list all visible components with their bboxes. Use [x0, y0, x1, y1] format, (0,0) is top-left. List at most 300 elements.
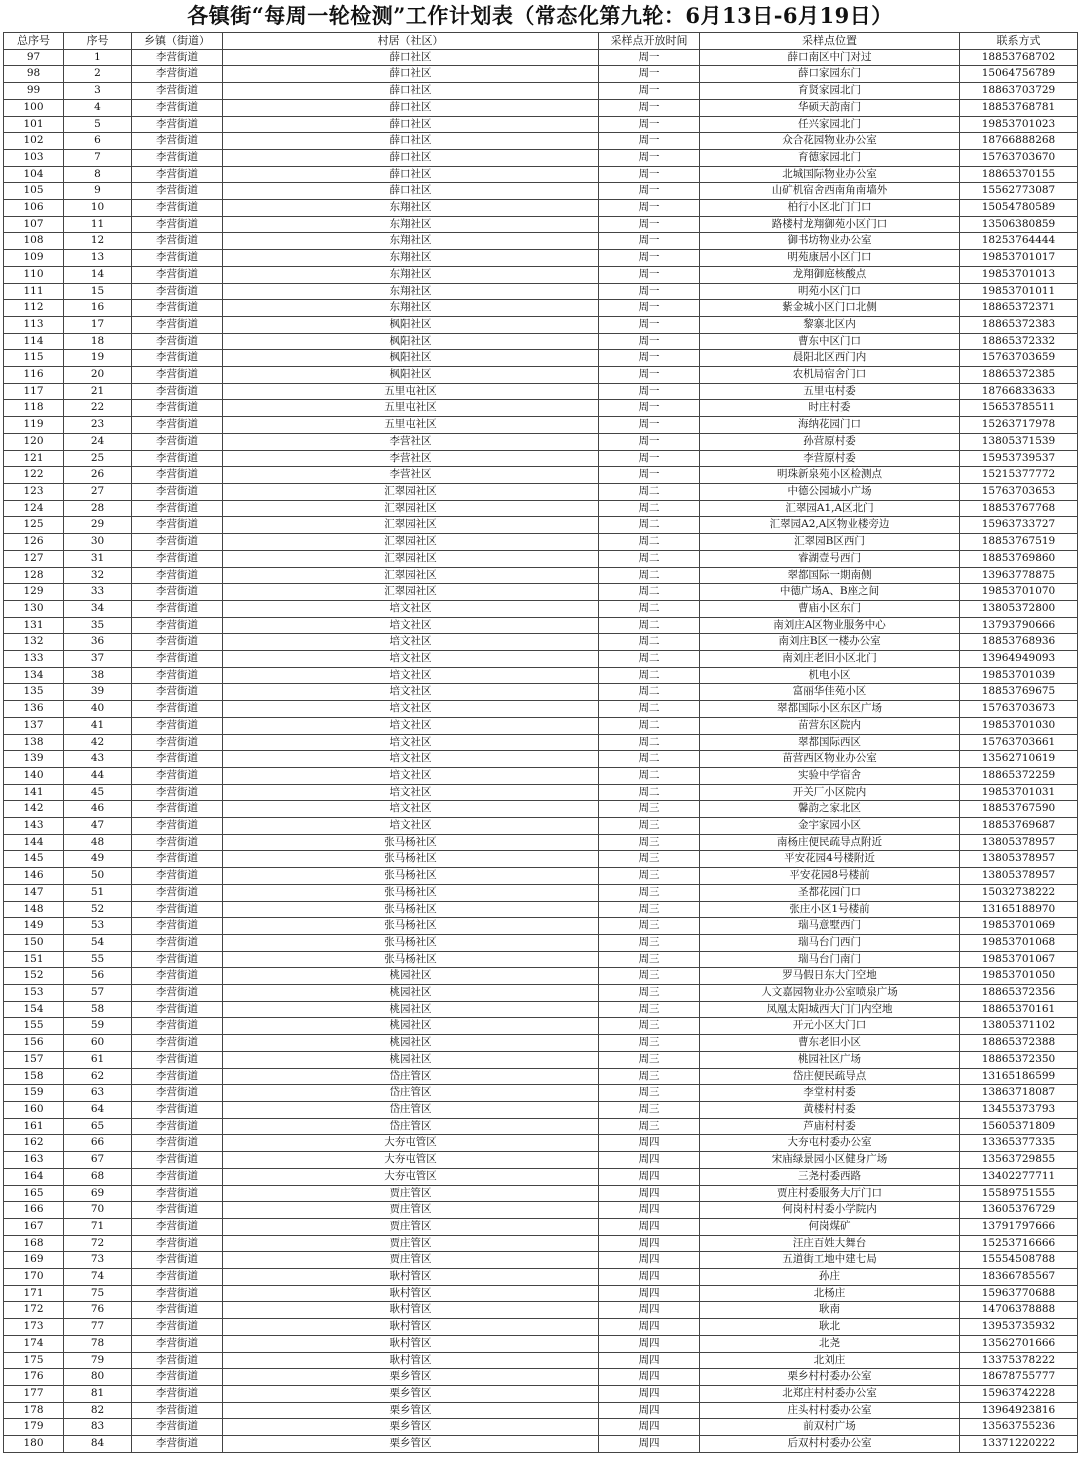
cell-index: 17	[64, 316, 132, 333]
cell-total-index: 140	[4, 767, 64, 784]
cell-location: 瑞马台门南门	[700, 951, 960, 968]
cell-total-index: 135	[4, 684, 64, 701]
cell-index: 42	[64, 734, 132, 751]
cell-town: 李营街道	[132, 567, 223, 584]
cell-location: 时庄村委	[700, 400, 960, 417]
cell-town: 李营街道	[132, 1335, 223, 1352]
cell-total-index: 138	[4, 734, 64, 751]
cell-contact: 13805378957	[960, 868, 1078, 885]
cell-community: 张马杨社区	[223, 901, 599, 918]
cell-contact: 15953739537	[960, 450, 1078, 467]
cell-town: 李营街道	[132, 968, 223, 985]
cell-town: 李营街道	[132, 1252, 223, 1269]
cell-community: 耿村管区	[223, 1352, 599, 1369]
cell-contact: 15064756789	[960, 66, 1078, 83]
cell-total-index: 118	[4, 400, 64, 417]
cell-town: 李营街道	[132, 1419, 223, 1436]
cell-total-index: 116	[4, 367, 64, 384]
cell-location: 耿南	[700, 1302, 960, 1319]
cell-location: 李营原村委	[700, 450, 960, 467]
cell-index: 14	[64, 266, 132, 283]
cell-community: 桃园社区	[223, 1018, 599, 1035]
cell-index: 20	[64, 367, 132, 384]
cell-location: 中德广场A、B座之间	[700, 584, 960, 601]
cell-community: 栗乡管区	[223, 1419, 599, 1436]
cell-community: 贾庄管区	[223, 1235, 599, 1252]
cell-total-index: 134	[4, 667, 64, 684]
cell-community: 贾庄管区	[223, 1252, 599, 1269]
cell-total-index: 127	[4, 550, 64, 567]
cell-index: 2	[64, 66, 132, 83]
cell-location: 孙庄	[700, 1269, 960, 1286]
cell-total-index: 175	[4, 1352, 64, 1369]
cell-community: 汇翠园社区	[223, 483, 599, 500]
cell-location: 南刘庄B区一楼办公室	[700, 634, 960, 651]
cell-index: 38	[64, 667, 132, 684]
cell-location: 睿湖壹号西门	[700, 550, 960, 567]
cell-location: 何岗村村委小学院内	[700, 1202, 960, 1219]
table-row	[4, 49, 1078, 66]
cell-town: 李营街道	[132, 851, 223, 868]
cell-index: 12	[64, 233, 132, 250]
cell-contact: 15763703673	[960, 701, 1078, 718]
cell-community: 枫阳社区	[223, 367, 599, 384]
cell-community: 枫阳社区	[223, 316, 599, 333]
table-row	[4, 383, 1078, 400]
table-row	[4, 400, 1078, 417]
cell-town: 李营街道	[132, 450, 223, 467]
cell-open-time: 周二	[599, 784, 700, 801]
cell-open-time: 周一	[599, 133, 700, 150]
cell-contact: 13605376729	[960, 1202, 1078, 1219]
cell-location: 汪庄百姓大舞台	[700, 1235, 960, 1252]
cell-index: 81	[64, 1385, 132, 1402]
cell-community: 岱庄管区	[223, 1085, 599, 1102]
cell-town: 李营街道	[132, 1135, 223, 1152]
cell-open-time: 周三	[599, 1035, 700, 1052]
cell-contact: 18766888268	[960, 133, 1078, 150]
cell-open-time: 周一	[599, 316, 700, 333]
table-row	[4, 1135, 1078, 1152]
cell-contact: 13371220222	[960, 1436, 1078, 1453]
table-row	[4, 1202, 1078, 1219]
cell-community: 培文社区	[223, 651, 599, 668]
cell-town: 李营街道	[132, 1035, 223, 1052]
cell-contact: 19853701023	[960, 116, 1078, 133]
cell-open-time: 周一	[599, 183, 700, 200]
cell-index: 3	[64, 83, 132, 100]
cell-contact: 13805378957	[960, 834, 1078, 851]
cell-community: 薛口社区	[223, 133, 599, 150]
cell-total-index: 155	[4, 1018, 64, 1035]
cell-community: 栗乡管区	[223, 1402, 599, 1419]
cell-total-index: 130	[4, 600, 64, 617]
cell-town: 李营街道	[132, 1385, 223, 1402]
cell-open-time: 周一	[599, 283, 700, 300]
cell-open-time: 周三	[599, 968, 700, 985]
cell-contact: 15963742228	[960, 1385, 1078, 1402]
cell-index: 57	[64, 985, 132, 1002]
cell-total-index: 125	[4, 517, 64, 534]
cell-index: 23	[64, 417, 132, 434]
cell-contact: 19853701030	[960, 717, 1078, 734]
cell-location: 曹庙小区东门	[700, 600, 960, 617]
cell-location: 金宇家园小区	[700, 818, 960, 835]
cell-total-index: 113	[4, 316, 64, 333]
cell-location: 北郑庄村村委办公室	[700, 1385, 960, 1402]
table-row	[4, 250, 1078, 267]
cell-total-index: 167	[4, 1218, 64, 1235]
cell-location: 汇翠园A1,A区北门	[700, 500, 960, 517]
cell-contact: 15963770688	[960, 1285, 1078, 1302]
cell-community: 栗乡管区	[223, 1385, 599, 1402]
table-row	[4, 534, 1078, 551]
cell-total-index: 179	[4, 1419, 64, 1436]
cell-community: 东翔社区	[223, 200, 599, 217]
cell-community: 大夯屯管区	[223, 1135, 599, 1152]
cell-location: 中德公园城小广场	[700, 483, 960, 500]
cell-location: 明苑小区门口	[700, 283, 960, 300]
cell-contact: 18865372259	[960, 767, 1078, 784]
cell-index: 4	[64, 99, 132, 116]
cell-open-time: 周一	[599, 99, 700, 116]
cell-total-index: 177	[4, 1385, 64, 1402]
cell-community: 培文社区	[223, 717, 599, 734]
cell-contact: 19853701013	[960, 266, 1078, 283]
cell-contact: 14706378888	[960, 1302, 1078, 1319]
cell-open-time: 周一	[599, 49, 700, 66]
cell-contact: 18853769687	[960, 818, 1078, 835]
table-row	[4, 701, 1078, 718]
cell-index: 11	[64, 216, 132, 233]
cell-town: 李营街道	[132, 283, 223, 300]
cell-index: 65	[64, 1118, 132, 1135]
cell-location: 南刘庄老旧小区北门	[700, 651, 960, 668]
cell-location: 五里屯村委	[700, 383, 960, 400]
cell-index: 82	[64, 1402, 132, 1419]
cell-open-time: 周三	[599, 851, 700, 868]
cell-index: 56	[64, 968, 132, 985]
cell-open-time: 周一	[599, 467, 700, 484]
cell-location: 罗马假日东大门空地	[700, 968, 960, 985]
table-body	[4, 49, 1078, 1452]
cell-town: 李营街道	[132, 300, 223, 317]
cell-contact: 15054780589	[960, 200, 1078, 217]
cell-community: 耿村管区	[223, 1335, 599, 1352]
cell-community: 薛口社区	[223, 149, 599, 166]
table-row	[4, 333, 1078, 350]
cell-community: 李营社区	[223, 467, 599, 484]
cell-total-index: 160	[4, 1102, 64, 1119]
table-row	[4, 1152, 1078, 1169]
cell-total-index: 158	[4, 1068, 64, 1085]
cell-open-time: 周三	[599, 884, 700, 901]
cell-town: 李营街道	[132, 1185, 223, 1202]
table-row	[4, 1118, 1078, 1135]
cell-contact: 18678755777	[960, 1369, 1078, 1386]
cell-contact: 18863703729	[960, 83, 1078, 100]
cell-location: 三尧村委西路	[700, 1168, 960, 1185]
cell-open-time: 周一	[599, 400, 700, 417]
cell-community: 薛口社区	[223, 183, 599, 200]
cell-index: 77	[64, 1319, 132, 1336]
table-row	[4, 116, 1078, 133]
cell-total-index: 139	[4, 751, 64, 768]
cell-contact: 13805371539	[960, 433, 1078, 450]
cell-location: 柏行小区北门门口	[700, 200, 960, 217]
cell-total-index: 152	[4, 968, 64, 985]
cell-open-time: 周三	[599, 1085, 700, 1102]
cell-total-index: 171	[4, 1285, 64, 1302]
table-row	[4, 200, 1078, 217]
cell-town: 李营街道	[132, 250, 223, 267]
table-row	[4, 367, 1078, 384]
cell-index: 1	[64, 49, 132, 66]
cell-index: 35	[64, 617, 132, 634]
cell-total-index: 165	[4, 1185, 64, 1202]
cell-open-time: 周三	[599, 834, 700, 851]
cell-contact: 15589751555	[960, 1185, 1078, 1202]
cell-index: 16	[64, 300, 132, 317]
cell-town: 李营街道	[132, 1102, 223, 1119]
cell-location: 路楼村龙翔御苑小区门口	[700, 216, 960, 233]
cell-community: 东翔社区	[223, 300, 599, 317]
cell-contact: 13562710619	[960, 751, 1078, 768]
cell-index: 28	[64, 500, 132, 517]
cell-location: 御书坊物业办公室	[700, 233, 960, 250]
cell-total-index: 170	[4, 1269, 64, 1286]
cell-town: 李营街道	[132, 684, 223, 701]
cell-town: 李营街道	[132, 49, 223, 66]
cell-open-time: 周二	[599, 600, 700, 617]
cell-town: 李营街道	[132, 767, 223, 784]
table-row	[4, 1302, 1078, 1319]
table-row	[4, 818, 1078, 835]
cell-community: 汇翠园社区	[223, 584, 599, 601]
cell-community: 东翔社区	[223, 233, 599, 250]
cell-contact: 13964923816	[960, 1402, 1078, 1419]
cell-open-time: 周四	[599, 1319, 700, 1336]
cell-open-time: 周四	[599, 1135, 700, 1152]
cell-open-time: 周二	[599, 483, 700, 500]
cell-town: 李营街道	[132, 500, 223, 517]
cell-location: 富丽华佳苑小区	[700, 684, 960, 701]
table-row	[4, 784, 1078, 801]
cell-location: 南杨庄便民疏导点附近	[700, 834, 960, 851]
cell-index: 13	[64, 250, 132, 267]
cell-location: 圣都花园门口	[700, 884, 960, 901]
cell-open-time: 周一	[599, 333, 700, 350]
cell-total-index: 147	[4, 884, 64, 901]
cell-contact: 13375378222	[960, 1352, 1078, 1369]
cell-town: 李营街道	[132, 1051, 223, 1068]
cell-open-time: 周二	[599, 734, 700, 751]
cell-open-time: 周三	[599, 985, 700, 1002]
cell-location: 馨韵之家北区	[700, 801, 960, 818]
cell-location: 平安花园8号楼前	[700, 868, 960, 885]
cell-index: 63	[64, 1085, 132, 1102]
cell-total-index: 107	[4, 216, 64, 233]
table-row	[4, 901, 1078, 918]
cell-community: 培文社区	[223, 600, 599, 617]
cell-contact: 18865372356	[960, 985, 1078, 1002]
cell-town: 李营街道	[132, 1369, 223, 1386]
cell-index: 19	[64, 350, 132, 367]
cell-town: 李营街道	[132, 868, 223, 885]
cell-location: 薛口家园东门	[700, 66, 960, 83]
cell-community: 枫阳社区	[223, 333, 599, 350]
cell-total-index: 180	[4, 1436, 64, 1453]
cell-town: 李营街道	[132, 99, 223, 116]
cell-contact: 19853701017	[960, 250, 1078, 267]
cell-open-time: 周二	[599, 717, 700, 734]
cell-contact: 15763703661	[960, 734, 1078, 751]
cell-total-index: 131	[4, 617, 64, 634]
cell-open-time: 周二	[599, 517, 700, 534]
table-row	[4, 617, 1078, 634]
cell-community: 培文社区	[223, 634, 599, 651]
cell-total-index: 163	[4, 1152, 64, 1169]
table-row	[4, 1369, 1078, 1386]
cell-open-time: 周三	[599, 1118, 700, 1135]
cell-location: 李堂村村委	[700, 1085, 960, 1102]
cell-location: 众合花园物业办公室	[700, 133, 960, 150]
cell-open-time: 周一	[599, 350, 700, 367]
cell-town: 李营街道	[132, 83, 223, 100]
cell-total-index: 105	[4, 183, 64, 200]
cell-contact: 19853701031	[960, 784, 1078, 801]
table-row	[4, 99, 1078, 116]
cell-open-time: 周二	[599, 500, 700, 517]
table-row	[4, 1018, 1078, 1035]
cell-location: 汇翠园B区西门	[700, 534, 960, 551]
cell-index: 75	[64, 1285, 132, 1302]
cell-total-index: 164	[4, 1168, 64, 1185]
cell-total-index: 159	[4, 1085, 64, 1102]
cell-index: 76	[64, 1302, 132, 1319]
cell-index: 8	[64, 166, 132, 183]
cell-open-time: 周二	[599, 767, 700, 784]
cell-open-time: 周四	[599, 1168, 700, 1185]
cell-total-index: 153	[4, 985, 64, 1002]
cell-community: 东翔社区	[223, 216, 599, 233]
cell-town: 李营街道	[132, 166, 223, 183]
cell-index: 45	[64, 784, 132, 801]
cell-community: 桃园社区	[223, 1035, 599, 1052]
cell-total-index: 98	[4, 66, 64, 83]
cell-contact: 13964949093	[960, 651, 1078, 668]
cell-open-time: 周三	[599, 1102, 700, 1119]
cell-location: 大夯屯村委办公室	[700, 1135, 960, 1152]
table-row	[4, 1285, 1078, 1302]
cell-town: 李营街道	[132, 316, 223, 333]
cell-index: 74	[64, 1269, 132, 1286]
cell-index: 67	[64, 1152, 132, 1169]
cell-community: 薛口社区	[223, 66, 599, 83]
cell-location: 瑞马意墅西门	[700, 918, 960, 935]
table-row	[4, 1085, 1078, 1102]
cell-contact: 18865372371	[960, 300, 1078, 317]
cell-open-time: 周一	[599, 116, 700, 133]
header-community: 村居（社区）	[223, 33, 599, 50]
table-row	[4, 283, 1078, 300]
cell-community: 栗乡管区	[223, 1436, 599, 1453]
cell-town: 李营街道	[132, 1152, 223, 1169]
cell-total-index: 106	[4, 200, 64, 217]
cell-index: 69	[64, 1185, 132, 1202]
table-row	[4, 1235, 1078, 1252]
table-row	[4, 868, 1078, 885]
cell-total-index: 144	[4, 834, 64, 851]
cell-town: 李营街道	[132, 617, 223, 634]
cell-town: 李营街道	[132, 634, 223, 651]
cell-town: 李营街道	[132, 550, 223, 567]
cell-open-time: 周二	[599, 584, 700, 601]
table-row	[4, 417, 1078, 434]
table-row	[4, 316, 1078, 333]
cell-community: 大夯屯管区	[223, 1168, 599, 1185]
cell-open-time: 周二	[599, 617, 700, 634]
cell-location: 庄头村村委办公室	[700, 1402, 960, 1419]
cell-open-time: 周一	[599, 300, 700, 317]
header-town: 乡镇（街道）	[132, 33, 223, 50]
cell-contact: 15763703653	[960, 483, 1078, 500]
cell-open-time: 周一	[599, 83, 700, 100]
cell-index: 68	[64, 1168, 132, 1185]
cell-contact: 19853701068	[960, 934, 1078, 951]
cell-index: 55	[64, 951, 132, 968]
cell-total-index: 173	[4, 1319, 64, 1336]
cell-total-index: 141	[4, 784, 64, 801]
cell-contact: 18865370161	[960, 1001, 1078, 1018]
cell-community: 桃园社区	[223, 1051, 599, 1068]
cell-total-index: 133	[4, 651, 64, 668]
cell-index: 30	[64, 534, 132, 551]
schedule-table	[3, 32, 1078, 1453]
cell-community: 汇翠园社区	[223, 567, 599, 584]
cell-contact: 15263717978	[960, 417, 1078, 434]
cell-open-time: 周二	[599, 651, 700, 668]
cell-open-time: 周二	[599, 701, 700, 718]
cell-contact: 18853768936	[960, 634, 1078, 651]
cell-contact: 13791797666	[960, 1218, 1078, 1235]
cell-town: 李营街道	[132, 534, 223, 551]
cell-open-time: 周四	[599, 1419, 700, 1436]
cell-open-time: 周四	[599, 1152, 700, 1169]
cell-open-time: 周四	[599, 1285, 700, 1302]
cell-community: 薛口社区	[223, 116, 599, 133]
table-row	[4, 600, 1078, 617]
cell-total-index: 156	[4, 1035, 64, 1052]
cell-contact: 18853767519	[960, 534, 1078, 551]
cell-location: 黄楼村村委	[700, 1102, 960, 1119]
cell-town: 李营街道	[132, 1068, 223, 1085]
cell-open-time: 周一	[599, 66, 700, 83]
cell-total-index: 128	[4, 567, 64, 584]
cell-open-time: 周四	[599, 1385, 700, 1402]
table-row	[4, 233, 1078, 250]
cell-index: 39	[64, 684, 132, 701]
cell-town: 李营街道	[132, 918, 223, 935]
cell-town: 李营街道	[132, 383, 223, 400]
cell-open-time: 周二	[599, 751, 700, 768]
cell-location: 北杨庄	[700, 1285, 960, 1302]
cell-index: 61	[64, 1051, 132, 1068]
cell-contact: 18853768702	[960, 49, 1078, 66]
cell-community: 培文社区	[223, 801, 599, 818]
table-row	[4, 1102, 1078, 1119]
cell-open-time: 周三	[599, 934, 700, 951]
